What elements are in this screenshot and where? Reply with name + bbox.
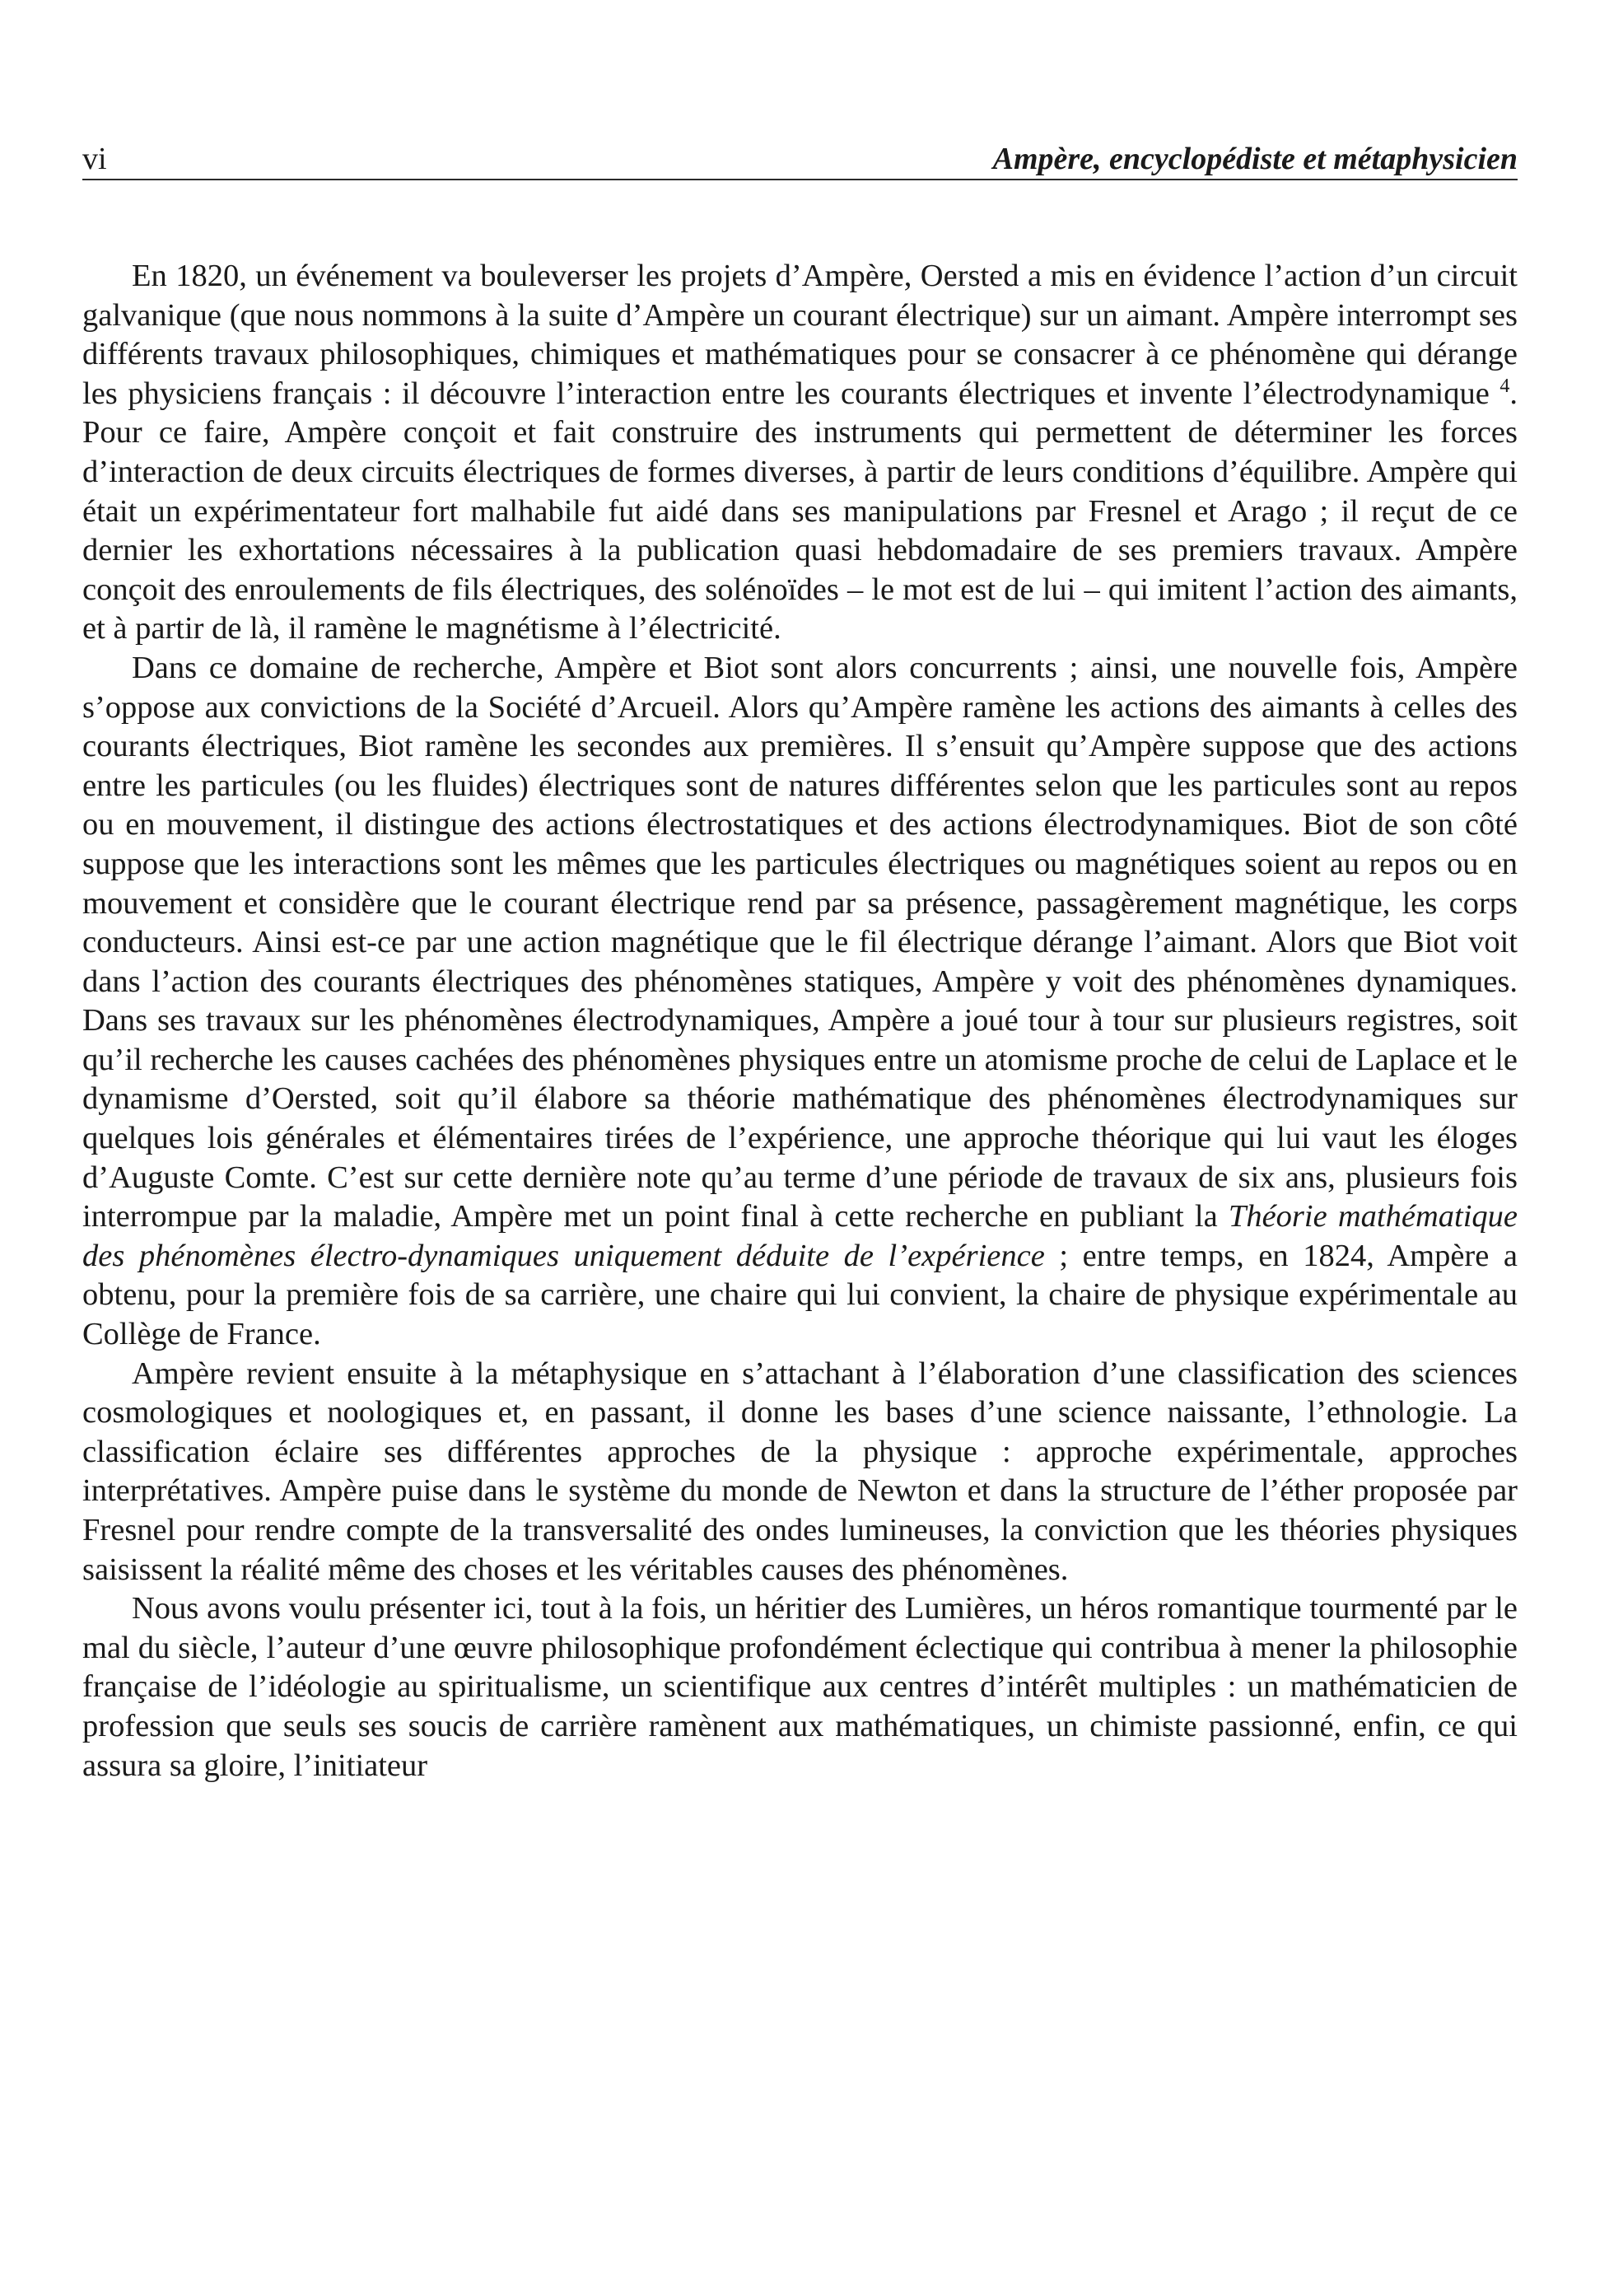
running-title: Ampère, encyclopédiste et métaphysicien: [992, 142, 1518, 176]
book-title-italic: Théorie mathématique des phénomènes électro-dynamiques uniquement déduite de l’expérience: [82, 1199, 1518, 1273]
paragraph-2: [82, 649, 1518, 1355]
paragraph-1: [82, 257, 1518, 649]
paragraph-4-text: Nous avons voulu présenter ici, tout à la fois, un héritier des Lumières, un héros romantique tourmenté par le mal du siècle, l’auteur d’une œuvre philosophique profondément éclectique qui contribua à mener la philosophie française de l’idéologie au spiritualisme, un scientifique aux centres d’intérêt multiples : un mathématicien de profession que seuls ses soucis de carrière ramènent aux mathématiques, un chimiste passionné, enfin, ce qui assura sa gloire, l’initiateur: [82, 1591, 1518, 1783]
header-rule: [82, 179, 1518, 180]
footnote-ref-4: 4: [1499, 375, 1510, 397]
paragraph-3-text: Ampère revient ensuite à la métaphysique en s’attachant à l’élaboration d’une classification des sciences cosmologiques et noologiques et, en passant, il donne les bases d’une science naissante, l’ethnologie. La classification éclaire ses différentes approches de la physique : approche expérimentale, approches interprétatives. Ampère puise dans le système du monde de Newton et dans la structure de l’éther proposée par Fresnel pour rendre compte de la transversalité des ondes lumineuses, la conviction que les théories physiques saisissent la réalité même des choses et les véritables causes des phénomènes.: [82, 1356, 1518, 1587]
body-text: [82, 257, 1518, 1785]
paragraph-2-text-a: Dans ce domaine de recherche, Ampère et Biot sont alors concurrents ; ainsi, une nouvelle fois, Ampère s’oppose aux convictions de la Société d’Arcueil. Alors qu’Ampère ramène les actions des aimants à celles des courants électriques, Biot ramène les secondes aux premières. Il s’ensuit qu’Ampère suppose que des actions entre les particules (ou les fluides) électriques sont de natures différentes selon que les particules sont au repos ou en mouvement, il distingue des actions électrostatiques et des actions électrodynamiques. Biot de son côté suppose que les interactions sont les mêmes que les particules électriques ou magnétiques soient au repos ou en mouvement et considère que le courant électrique rend par sa présence, passagèrement magnétique, les corps conducteurs. Ainsi est-ce par une action magnétique que le fil électrique dérange l’aimant. Alors que Biot voit dans l’action des courants électriques des phénomènes statiques, Ampère y voit des phénomènes dynamiques. Dans ses travaux sur les phénomènes électrodynamiques, Ampère a joué tour à tour sur plusieurs registres, soit qu’il recherche les causes cachées des phénomènes physiques entre un atomisme proche de celui de Laplace et le dynamisme d’Oersted, soit qu’il élabore sa théorie mathématique des phénomènes électrodynamiques sur quelques lois générales et élémentaires tirées de l’expérience, une approche théorique qui lui vaut les éloges d’Auguste Comte. C’est sur cette dernière note qu’au terme d’une période de travaux de six ans, plusieurs fois interrompue par la maladie, Ampère met un point final à cette recherche en publiant la: [82, 650, 1518, 1234]
page-number: vi: [82, 142, 107, 176]
paragraph-1-text-b: . Pour ce faire, Ampère conçoit et fait construire des instruments qui permettent de déterminer les forces d’interaction de deux circuits électriques de formes diverses, à partir de leurs conditions d’équilibre. Ampère qui était un expérimentateur fort malhabile fut aidé dans ses manipulations par Fresnel et Arago ; il reçut de ce dernier les exhortations nécessaires à la publication quasi hebdomadaire de ses premiers travaux. Ampère conçoit des enroulements de fils électriques, des solénoïdes – le mot est de lui – qui imitent l’action des aimants, et à partir de là, il ramène le magnétisme à l’électricité.: [82, 376, 1518, 646]
paragraph-1-text-a: En 1820, un événement va bouleverser les projets d’Ampère, Oersted a mis en évidence l’action d’un circuit galvanique (que nous nommons à la suite d’Ampère un courant électrique) sur un aimant. Ampère interrompt ses différents travaux philosophiques, chimiques et mathématiques pour se consacrer à ce phénomène qui dérange les physiciens français : il découvre l’interaction entre les courants électriques et invente l’électrodynamique: [82, 259, 1518, 411]
paragraph-4: [82, 1589, 1518, 1785]
running-head: [82, 128, 1518, 177]
paragraph-3: [82, 1355, 1518, 1590]
paragraph-2-text-b: ; entre temps, en 1824, Ampère a obtenu, pour la première fois de sa carrière, une chaire qui lui convient, la chaire de physique expérimentale au Collège de France.: [82, 1238, 1518, 1352]
